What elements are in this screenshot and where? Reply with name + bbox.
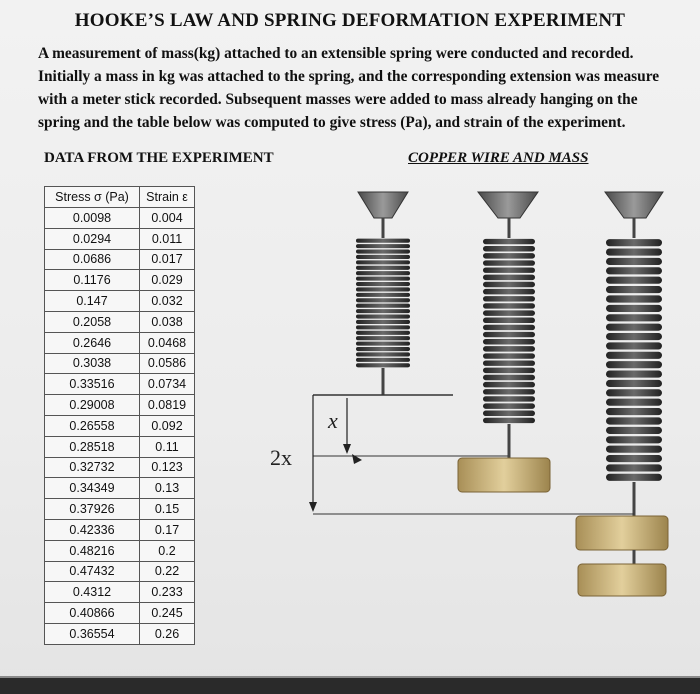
- strain-cell: 0.17: [140, 519, 195, 540]
- stress-strain-table: [44, 186, 195, 645]
- coil-turn: [606, 352, 662, 359]
- coil-turn: [483, 296, 535, 301]
- coil-turn: [606, 455, 662, 462]
- strain-cell: 0.0586: [140, 353, 195, 374]
- intro-paragraph: [38, 42, 694, 134]
- stress-cell: 0.42336: [45, 519, 140, 540]
- coil-turn: [483, 382, 535, 387]
- stress-cell: 0.0098: [45, 208, 140, 229]
- coil-turn: [483, 253, 535, 258]
- bottom-edge-bar: [0, 678, 700, 694]
- table-row: [45, 228, 195, 249]
- table-row: [45, 353, 195, 374]
- strain-cell: 0.0734: [140, 374, 195, 395]
- stress-cell: 0.33516: [45, 374, 140, 395]
- coil-turn: [483, 389, 535, 394]
- coil-turn: [483, 339, 535, 344]
- coil-turn: [483, 318, 535, 323]
- data-heading: DATA FROM THE EXPERIMENT: [44, 150, 274, 166]
- coil-turn: [356, 244, 410, 248]
- coil-turn: [356, 255, 410, 259]
- strain-cell: 0.032: [140, 291, 195, 312]
- mass-block: [458, 458, 550, 492]
- coil-stack: [356, 239, 410, 368]
- table-header-row: [45, 187, 195, 208]
- paragraph-line: spring and the table below was computed to give stress (Pa), and strain of the experiment.: [38, 114, 626, 131]
- coil-turn: [606, 295, 662, 302]
- stress-cell: 0.34349: [45, 478, 140, 499]
- stress-cell: 0.2646: [45, 332, 140, 353]
- coil-turn: [483, 418, 535, 423]
- coil-turn: [356, 287, 410, 291]
- coil-turn: [483, 239, 535, 244]
- coil-turn: [483, 360, 535, 365]
- spring-diagram: [250, 180, 700, 660]
- coil-turn: [356, 320, 410, 324]
- page-title: HOOKE’S LAW AND SPRING DEFORMATION EXPERIMENT: [74, 10, 626, 31]
- coil-turn: [483, 303, 535, 308]
- strain-cell: 0.15: [140, 499, 195, 520]
- table-row: [45, 311, 195, 332]
- table-row: [45, 582, 195, 603]
- copper-heading: COPPER WIRE AND MASS: [408, 150, 589, 166]
- coil-turn: [483, 411, 535, 416]
- coil-turn: [356, 249, 410, 253]
- stress-cell: 0.37926: [45, 499, 140, 520]
- coil-stack: [606, 239, 662, 481]
- coil-turn: [356, 298, 410, 302]
- spring-1: [313, 192, 453, 395]
- coil-turn: [356, 277, 410, 281]
- stress-cell: 0.147: [45, 291, 140, 312]
- table-row: [45, 395, 195, 416]
- coil-turn: [606, 249, 662, 256]
- hook-icon: [478, 192, 538, 218]
- strain-cell: 0.233: [140, 582, 195, 603]
- coil-turn: [356, 314, 410, 318]
- coil-turn: [356, 342, 410, 346]
- coil-turn: [483, 275, 535, 280]
- coil-turn: [483, 368, 535, 373]
- coil-turn: [483, 310, 535, 315]
- stress-cell: 0.3038: [45, 353, 140, 374]
- coil-turn: [483, 246, 535, 251]
- coil-turn: [483, 353, 535, 358]
- strain-cell: 0.13: [140, 478, 195, 499]
- strain-cell: 0.0468: [140, 332, 195, 353]
- strain-cell: 0.2: [140, 540, 195, 561]
- stress-cell: 0.29008: [45, 395, 140, 416]
- coil-turn: [606, 258, 662, 265]
- coil-turn: [606, 333, 662, 340]
- stress-cell: 0.0294: [45, 228, 140, 249]
- table-row: [45, 561, 195, 582]
- stress-cell: 0.47432: [45, 561, 140, 582]
- coil-turn: [483, 346, 535, 351]
- coil-turn: [356, 336, 410, 340]
- coil-turn: [606, 427, 662, 434]
- table-row: [45, 415, 195, 436]
- strain-cell: 0.245: [140, 603, 195, 624]
- strain-cell: 0.26: [140, 623, 195, 644]
- table-row: [45, 478, 195, 499]
- stress-cell: 0.4312: [45, 582, 140, 603]
- coil-turn: [483, 375, 535, 380]
- coil-turn: [606, 277, 662, 284]
- coil-turn: [356, 331, 410, 335]
- table-row: [45, 291, 195, 312]
- coil-turn: [606, 389, 662, 396]
- table-row: [45, 623, 195, 644]
- coil-turn: [356, 282, 410, 286]
- table-row: [45, 208, 195, 229]
- strain-cell: 0.011: [140, 228, 195, 249]
- coil-turn: [606, 305, 662, 312]
- table-row: [45, 603, 195, 624]
- table-row: [45, 519, 195, 540]
- table-row: [45, 270, 195, 291]
- stress-cell: 0.2058: [45, 311, 140, 332]
- coil-turn: [483, 267, 535, 272]
- coil-turn: [606, 267, 662, 274]
- stress-cell: 0.28518: [45, 436, 140, 457]
- coil-turn: [356, 347, 410, 351]
- coil-turn: [606, 399, 662, 406]
- dimension-markers: [270, 395, 362, 512]
- paragraph-line: with a meter stick recorded. Subsequent masses were added to mass already hanging on the: [38, 91, 638, 108]
- table-row: [45, 457, 195, 478]
- stress-cell: 0.40866: [45, 603, 140, 624]
- stress-cell: 0.32732: [45, 457, 140, 478]
- coil-turn: [483, 332, 535, 337]
- coil-turn: [483, 289, 535, 294]
- table-body: [45, 208, 195, 645]
- coil-turn: [606, 464, 662, 471]
- table-row: [45, 436, 195, 457]
- coil-turn: [606, 324, 662, 331]
- coil-turn: [356, 260, 410, 264]
- strain-cell: 0.092: [140, 415, 195, 436]
- coil-turn: [606, 417, 662, 424]
- coil-turn: [483, 260, 535, 265]
- stress-cell: 0.1176: [45, 270, 140, 291]
- table-row: [45, 374, 195, 395]
- coil-turn: [356, 325, 410, 329]
- coil-turn: [356, 271, 410, 275]
- coil-turn: [483, 282, 535, 287]
- coil-turn: [606, 239, 662, 246]
- table-row: [45, 332, 195, 353]
- hook-icon: [605, 192, 663, 218]
- strain-cell: 0.11: [140, 436, 195, 457]
- coil-turn: [606, 474, 662, 481]
- coil-turn: [356, 358, 410, 362]
- stress-cell: 0.0686: [45, 249, 140, 270]
- coil-turn: [606, 446, 662, 453]
- label-x: x: [328, 408, 338, 433]
- coil-turn: [606, 286, 662, 293]
- mass-block: [576, 516, 668, 550]
- coil-turn: [606, 361, 662, 368]
- label-2x: 2x: [270, 445, 292, 470]
- coil-turn: [356, 266, 410, 270]
- coil-turn: [483, 325, 535, 330]
- coil-turn: [606, 436, 662, 443]
- strain-cell: 0.123: [140, 457, 195, 478]
- table-row: [45, 540, 195, 561]
- paragraph-line: Initially a mass in kg was attached to the spring, and the corresponding extension was measure: [38, 68, 660, 85]
- table-row: [45, 249, 195, 270]
- strain-cell: 0.004: [140, 208, 195, 229]
- coil-turn: [606, 342, 662, 349]
- coil-turn: [356, 309, 410, 313]
- strain-column-header: Strain ε: [140, 187, 195, 208]
- coil-turn: [356, 352, 410, 356]
- coil-turn: [483, 396, 535, 401]
- coil-turn: [356, 304, 410, 308]
- coil-turn: [356, 293, 410, 297]
- strain-cell: 0.0819: [140, 395, 195, 416]
- coil-turn: [606, 408, 662, 415]
- strain-cell: 0.029: [140, 270, 195, 291]
- stress-cell: 0.48216: [45, 540, 140, 561]
- paragraph-line: A measurement of mass(kg) attached to an extensible spring were conducted and recorded.: [38, 45, 634, 62]
- coil-turn: [356, 363, 410, 367]
- strain-cell: 0.22: [140, 561, 195, 582]
- strain-cell: 0.038: [140, 311, 195, 332]
- coil-stack: [483, 239, 535, 423]
- table-row: [45, 499, 195, 520]
- stress-cell: 0.36554: [45, 623, 140, 644]
- strain-cell: 0.017: [140, 249, 195, 270]
- stress-column-header: Stress σ (Pa): [45, 187, 140, 208]
- hook-icon: [358, 192, 408, 218]
- coil-turn: [356, 239, 410, 243]
- mass-block: [578, 564, 666, 596]
- coil-turn: [606, 371, 662, 378]
- coil-turn: [606, 314, 662, 321]
- stress-cell: 0.26558: [45, 415, 140, 436]
- coil-turn: [483, 403, 535, 408]
- coil-turn: [606, 380, 662, 387]
